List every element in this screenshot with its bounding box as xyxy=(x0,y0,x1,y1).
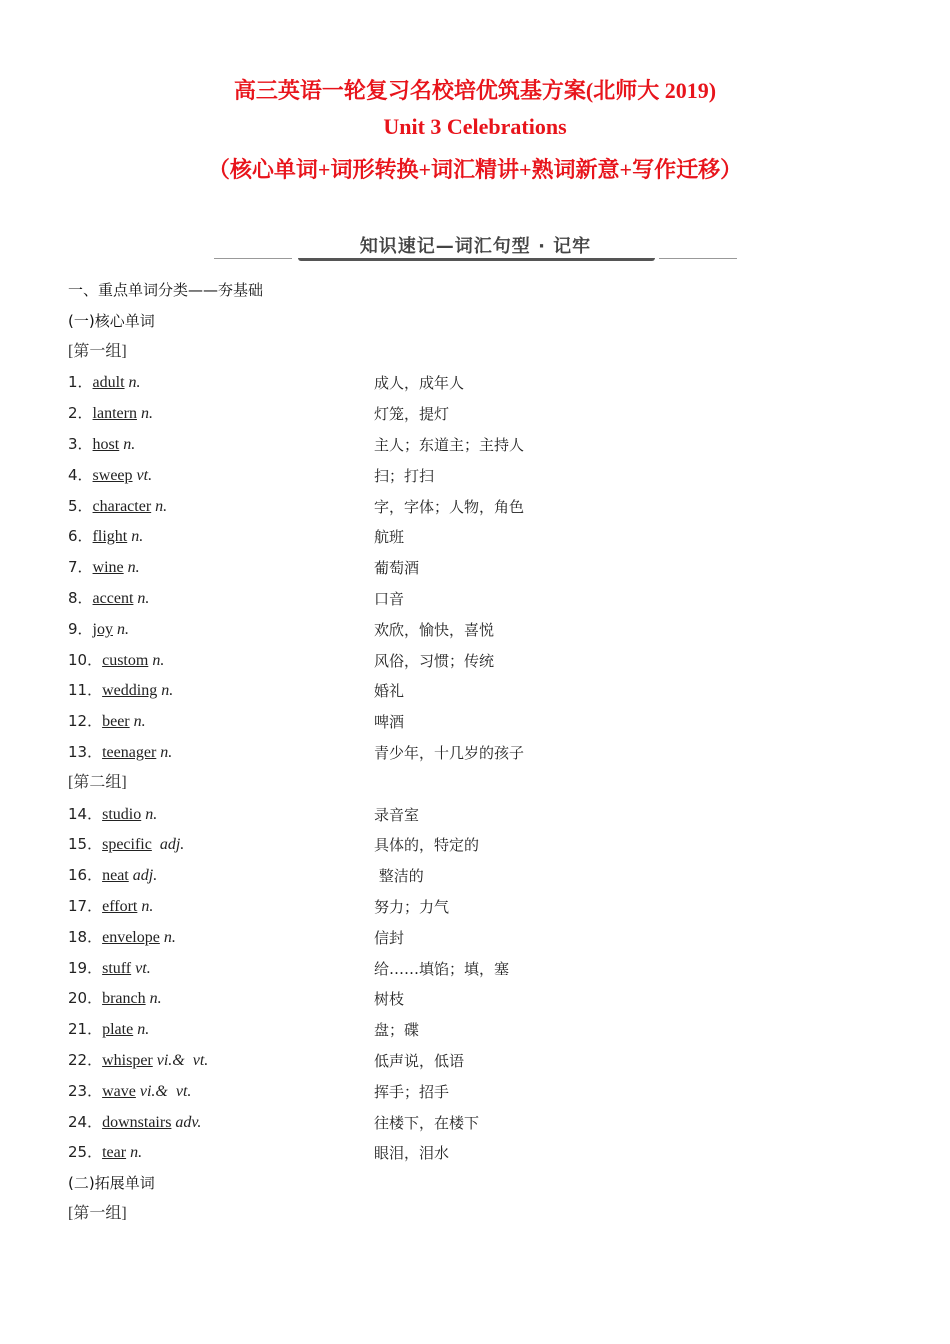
chinese-meaning: 低声说，低语 xyxy=(374,1052,465,1070)
chinese-meaning: 葡萄酒 xyxy=(374,559,420,578)
group-label: [第一组] xyxy=(68,1205,127,1222)
item-number: 13． xyxy=(68,743,103,761)
item-number: 1． xyxy=(68,373,93,392)
item-number: 2． xyxy=(68,404,93,423)
item-number: 18． xyxy=(68,927,103,946)
item-number: 4． xyxy=(68,465,93,484)
item-number: 19． xyxy=(68,958,103,977)
english-word: character xyxy=(92,497,152,515)
part-of-speech: vi.& vt. xyxy=(139,1082,192,1100)
chinese-meaning: 录音室 xyxy=(374,805,420,824)
english-word: stuff xyxy=(102,959,132,977)
part-of-speech: vi.& vt. xyxy=(156,1052,209,1069)
part-of-speech: adv. xyxy=(175,1113,202,1131)
english-word: downstairs xyxy=(102,1113,172,1131)
english-word: neat xyxy=(102,867,129,885)
part-of-speech: n. xyxy=(127,559,140,577)
document-title: 高三英语一轮复习名校培优筑基方案(北师大 2019) xyxy=(233,78,717,103)
part-of-speech: adj. xyxy=(155,836,185,854)
english-word: specific xyxy=(102,836,152,854)
banner-text: 知识速记—词汇句型 · 记牢 xyxy=(359,236,592,257)
part-of-speech: n. xyxy=(117,620,129,638)
item-number: 8． xyxy=(68,589,93,607)
section-heading: (一)核心单词 xyxy=(68,311,155,330)
vocab-item xyxy=(68,649,164,671)
vocab-item xyxy=(68,926,176,948)
vocab-item xyxy=(68,433,135,455)
part-of-speech: adj. xyxy=(132,867,158,885)
vocab-item xyxy=(68,1111,201,1133)
vocab-item xyxy=(68,1080,191,1102)
item-number: 24． xyxy=(68,1112,103,1131)
english-word: wave xyxy=(102,1082,136,1100)
item-number: 9． xyxy=(68,619,93,638)
chinese-meaning: 婚礼 xyxy=(374,682,405,701)
english-word: wedding xyxy=(102,682,158,700)
part-of-speech: n. xyxy=(163,928,176,946)
section-heading: (二)拓展单词 xyxy=(68,1174,155,1193)
part-of-speech: n. xyxy=(128,374,141,392)
part-of-speech: n. xyxy=(130,1144,143,1162)
chinese-meaning: 信封 xyxy=(374,928,405,947)
vocab-item xyxy=(68,803,157,825)
english-word: adult xyxy=(92,374,125,392)
divider xyxy=(214,258,292,259)
vocab-item xyxy=(68,1141,142,1163)
chinese-meaning: 往楼下，在楼下 xyxy=(374,1113,480,1132)
vocab-item xyxy=(68,710,146,732)
vocab-item xyxy=(68,957,151,979)
english-word: studio xyxy=(102,805,142,823)
chinese-meaning: 树枝 xyxy=(374,990,405,1009)
vocab-item xyxy=(68,464,152,486)
vocab-item xyxy=(68,525,143,547)
english-word: lantern xyxy=(92,405,137,423)
part-of-speech: n. xyxy=(161,682,174,700)
divider xyxy=(659,258,737,259)
part-of-speech: vt. xyxy=(136,466,153,484)
chinese-meaning: 挥手；招手 xyxy=(374,1082,450,1101)
item-number: 5． xyxy=(68,496,93,515)
english-word: sweep xyxy=(92,466,133,484)
english-word: flight xyxy=(92,528,128,546)
part-of-speech: n. xyxy=(160,744,173,761)
unit-title: Unit 3 Celebrations xyxy=(383,114,567,139)
chinese-meaning: 啤酒 xyxy=(374,713,405,732)
vocab-item xyxy=(68,495,167,517)
part-of-speech: vt. xyxy=(135,959,151,977)
english-word: teenager xyxy=(102,744,157,761)
divider xyxy=(298,258,655,261)
item-number: 21． xyxy=(68,1020,103,1039)
section-heading: 一、重点单词分类——夯基础 xyxy=(68,281,264,299)
item-number: 22． xyxy=(68,1051,103,1069)
english-word: whisper xyxy=(102,1052,153,1069)
chinese-meaning: 成人，成年人 xyxy=(374,374,465,393)
part-of-speech: n. xyxy=(155,497,168,515)
item-number: 20． xyxy=(68,989,103,1008)
vocab-item xyxy=(68,741,172,763)
item-number: 23． xyxy=(68,1081,103,1100)
vocab-item xyxy=(68,1049,208,1071)
part-of-speech: n. xyxy=(133,713,146,731)
vocab-item xyxy=(68,587,149,609)
vocab-item xyxy=(68,864,157,886)
vocab-item xyxy=(68,371,141,393)
part-of-speech: n. xyxy=(123,436,136,453)
item-number: 15． xyxy=(68,835,103,854)
part-of-speech: n. xyxy=(140,405,153,423)
vocab-item xyxy=(68,556,140,578)
english-word: accent xyxy=(92,590,134,607)
english-word: joy xyxy=(92,620,113,638)
part-of-speech: n. xyxy=(131,528,144,546)
english-word: branch xyxy=(102,990,146,1008)
chinese-meaning: 灯笼，提灯 xyxy=(374,405,450,424)
chinese-meaning: 眼泪，泪水 xyxy=(374,1144,450,1163)
item-number: 11． xyxy=(68,681,103,700)
english-word: custom xyxy=(102,651,149,669)
vocab-item xyxy=(68,895,153,917)
english-word: plate xyxy=(102,1021,134,1039)
english-word: envelope xyxy=(102,928,160,946)
chinese-meaning: 风俗，习惯；传统 xyxy=(374,651,495,670)
item-number: 12． xyxy=(68,712,103,731)
group-label: [第二组] xyxy=(68,773,127,791)
chinese-meaning: 字，字体；人物，角色 xyxy=(374,497,525,516)
vocab-item xyxy=(68,402,153,424)
item-number: 16． xyxy=(68,866,103,885)
subtitle: （核心单词+词形转换+词汇精讲+熟词新意+写作迁移） xyxy=(207,157,743,182)
chinese-meaning: 主人；东道主；主持人 xyxy=(374,436,525,454)
part-of-speech: n. xyxy=(149,990,162,1008)
chinese-meaning: 青少年，十几岁的孩子 xyxy=(374,744,525,762)
part-of-speech: n. xyxy=(141,898,154,915)
english-word: wine xyxy=(92,559,124,577)
item-number: 14． xyxy=(68,804,103,823)
group-label: [第一组] xyxy=(68,342,127,360)
english-word: effort xyxy=(102,898,138,915)
vocab-item xyxy=(68,833,184,855)
vocab-item xyxy=(68,987,162,1009)
item-number: 7． xyxy=(68,558,93,577)
item-number: 17． xyxy=(68,897,103,915)
english-word: host xyxy=(92,436,120,453)
vocab-item xyxy=(68,618,129,640)
chinese-meaning: 努力；力气 xyxy=(374,898,450,916)
section-banner xyxy=(214,230,737,262)
chinese-meaning: 盘；碟 xyxy=(374,1021,420,1040)
item-number: 25． xyxy=(68,1143,103,1162)
part-of-speech: n. xyxy=(145,805,158,823)
chinese-meaning: 给……填馅；填，塞 xyxy=(374,959,510,978)
chinese-meaning: 整洁的 xyxy=(374,867,424,886)
item-number: 10． xyxy=(68,650,103,669)
vocab-item xyxy=(68,679,173,701)
chinese-meaning: 具体的，特定的 xyxy=(374,836,480,855)
part-of-speech: n. xyxy=(152,651,165,669)
part-of-speech: n. xyxy=(137,1021,150,1039)
item-number: 6． xyxy=(68,527,93,546)
english-word: tear xyxy=(102,1144,127,1162)
chinese-meaning: 口音 xyxy=(374,590,405,608)
item-number: 3． xyxy=(68,435,93,453)
chinese-meaning: 航班 xyxy=(374,528,405,547)
vocab-item xyxy=(68,1018,149,1040)
part-of-speech: n. xyxy=(137,590,150,607)
chinese-meaning: 欢欣，愉快，喜悦 xyxy=(374,620,495,639)
chinese-meaning: 扫；打扫 xyxy=(374,466,435,485)
english-word: beer xyxy=(102,713,130,731)
